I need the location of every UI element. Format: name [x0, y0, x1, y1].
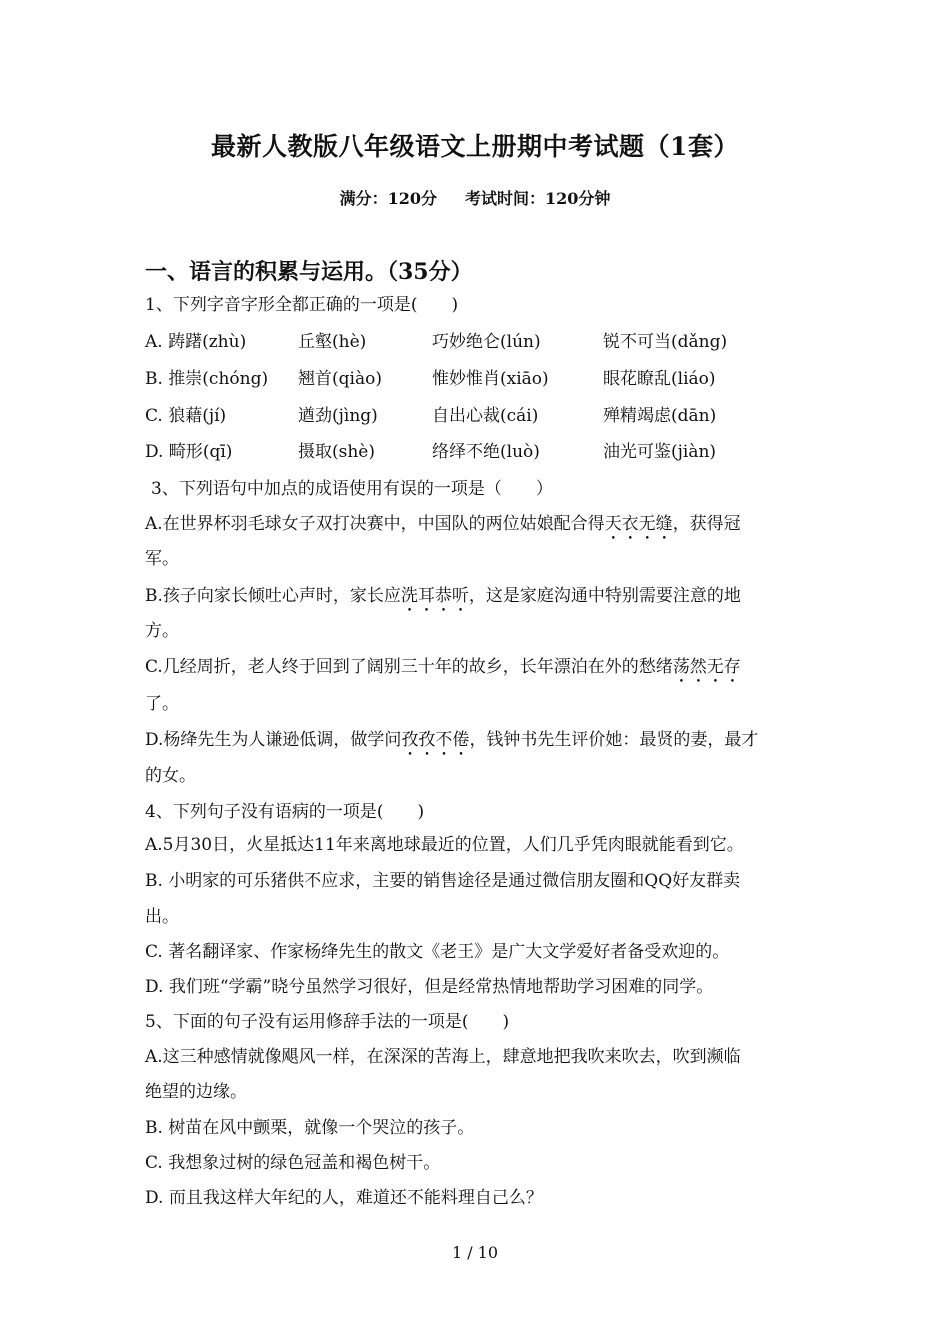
q4-option-b: B. 小明家的可乐猪供不应求，主要的销售途径是通过微信朋友圈和QQ好友群卖 [145, 871, 741, 891]
q1-c-3: 自出心裁(cái) [432, 406, 539, 426]
page-title: 最新人教版八年级语文上册期中考试题（1套） [211, 132, 739, 161]
q5-option-b: B. 树苗在风中颤栗，就像一个哭泣的孩子。 [145, 1118, 475, 1138]
q1-a-4: 锐不可当(dǎng) [603, 332, 728, 352]
q5-option-c: C. 我想象过树的绿色冠盖和褐色树干。 [145, 1153, 441, 1173]
q3-b-idiom: 洗耳恭听 [400, 586, 469, 606]
q3-option-c [145, 655, 741, 687]
q1-a-3: 巧妙绝仑(lún) [432, 332, 541, 352]
q3-d-idiom: 孜孜不倦 [401, 730, 470, 750]
q3-option-a-cont: 军。 [145, 549, 179, 569]
exam-time: 考试时间：120分钟 [465, 189, 611, 208]
q4-option-b-cont: 出。 [145, 907, 179, 927]
q3-a-text: A.在世界杯羽毛球女子双打决赛中，中国队的两位姑娘配合得 [145, 514, 605, 534]
q5-option-d: D. 而且我这样大年纪的人，难道还不能料理自己么？ [145, 1188, 543, 1208]
q3-b-text: B.孩子向家长倾吐心声时，家长应 [145, 586, 401, 606]
q1-b-2: 翘首(qiào) [298, 369, 382, 389]
q4-option-c: C. 著名翻译家、作家杨绛先生的散文《老王》是广大文学爱好者备受欢迎的。 [145, 942, 730, 962]
q1-c-1: C. 狼藉(jí) [145, 406, 227, 426]
q1-a-2: 丘壑(hè) [298, 332, 367, 352]
q1-a-1: A. 踌躇(zhù) [145, 332, 247, 352]
q1-c-4: 殚精竭虑(dān) [603, 406, 717, 426]
q1-b-3: 惟妙惟肖(xiāo) [432, 369, 549, 389]
section-heading: 一、语言的积累与运用。（35分） [145, 259, 473, 285]
q1-d-3: 络绎不绝(luò) [432, 442, 540, 462]
q5-option-a: A.这三种感情就像飓风一样，在深深的苦海上，肆意地把我吹来吹去，吹到濒临 [145, 1047, 741, 1067]
q1-d-1: D. 畸形(qī) [145, 442, 233, 462]
q3-c-idiom: 荡然无存 [672, 657, 741, 677]
q5-stem: 5、下面的句子没有运用修辞手法的一项是( ) [145, 1012, 510, 1032]
q3-stem: 3、下列语句中加点的成语使用有误的一项是（ ） [151, 479, 553, 499]
page-number: 1 / 10 [451, 1243, 499, 1262]
q3-option-d-cont: 的女。 [145, 766, 196, 786]
q1-d-4: 油光可鉴(jiàn) [603, 442, 717, 462]
q3-option-c-cont: 了。 [145, 694, 179, 714]
q3-d-text-end: ，钱钟书先生评价她：最贤的妻，最才 [469, 730, 759, 750]
q4-option-d: D. 我们班“学霸”晓兮虽然学习很好，但是经常热情地帮助学习困难的同学。 [145, 977, 714, 997]
q3-option-a [145, 512, 741, 544]
q4-stem: 4、下列句子没有语病的一项是( ) [145, 802, 425, 822]
q3-a-idiom: 天衣无缝 [604, 514, 673, 534]
q1-b-4: 眼花瞭乱(liáo) [603, 369, 716, 389]
q3-a-text-end: ，获得冠 [672, 514, 741, 534]
q3-option-b [145, 584, 741, 616]
q5-option-a-cont: 绝望的边缘。 [145, 1082, 247, 1102]
q1-c-2: 遒劲(jìng) [298, 406, 378, 426]
q3-option-d [145, 728, 758, 760]
exam-info [0, 186, 950, 209]
q3-b-text-end: ，这是家庭沟通中特别需要注意的地 [468, 586, 741, 606]
q1-stem: 1、下列字音字形全都正确的一项是( ) [145, 295, 459, 315]
q3-c-text: C.几经周折，老人终于回到了阔别三十年的故乡，长年漂泊在外的愁绪 [145, 657, 673, 677]
q4-option-a: A.5月30日，火星抵达11年来离地球最近的位置，人们几乎凭肉眼就能看到它。 [145, 835, 744, 855]
q3-d-text: D.杨绛先生为人谦逊低调，做学问 [145, 730, 402, 750]
q1-b-1: B. 推崇(chóng) [145, 369, 269, 389]
full-score: 满分：120分 [339, 189, 437, 208]
q3-option-b-cont: 方。 [145, 621, 179, 641]
q1-d-2: 摄取(shè) [298, 442, 375, 462]
